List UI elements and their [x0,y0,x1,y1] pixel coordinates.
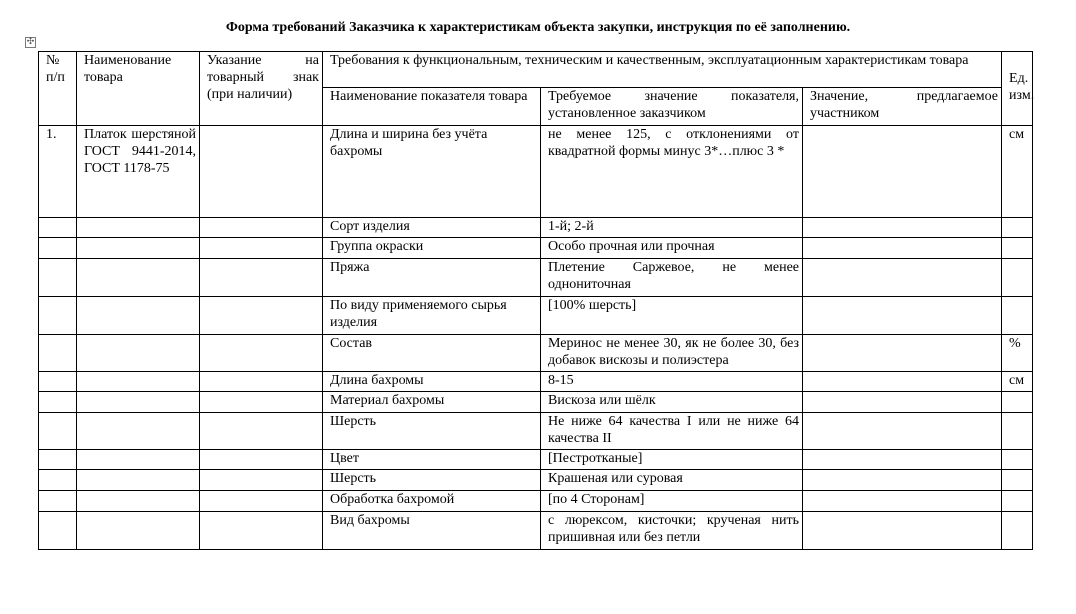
table-row [39,238,1033,259]
row-unit [1002,392,1033,413]
row-product-name [77,392,200,413]
row-required-value: 8-15 [541,372,803,392]
row-trademark [200,491,323,512]
row-indicator: По виду применяемого сырья изделия [323,297,541,335]
row-participant-value[interactable] [803,491,1002,512]
row-num [39,297,77,335]
row-required-value: [по 4 Сторонам] [541,491,803,512]
row-unit: см [1002,372,1033,392]
table-row [39,372,1033,392]
row-num [39,491,77,512]
row-product-name [77,450,200,470]
header-requirements: Требования к функциональным, техническим и качественным, эксплуатационным характеристикам товара [323,52,1002,88]
row-num [39,470,77,491]
row-num [39,512,77,550]
row-indicator: Вид бахромы [323,512,541,550]
row-required-value: Вискоза или шёлк [541,392,803,413]
header-row [39,52,1033,88]
row-unit: % [1002,335,1033,372]
row-trademark [200,450,323,470]
row-unit [1002,413,1033,450]
row-trademark [200,297,323,335]
row-unit [1002,470,1033,491]
row-participant-value[interactable] [803,392,1002,413]
table-row [39,335,1033,372]
row-participant-value[interactable] [803,372,1002,392]
row-required-value: Плетение Саржевое, не менее однониточная [541,259,803,297]
row-trademark [200,259,323,297]
table-row [39,392,1033,413]
row-participant-value[interactable] [803,450,1002,470]
row-participant-value[interactable] [803,470,1002,491]
row-unit: см [1002,126,1033,218]
row-indicator: Шерсть [323,413,541,450]
row-product-name [77,413,200,450]
row-participant-value[interactable] [803,259,1002,297]
header-required-value: Требуемое значение показателя, установленное заказчиком [541,88,803,126]
row-num [39,413,77,450]
row-participant-value[interactable] [803,238,1002,259]
table-row [39,470,1033,491]
row-num [39,392,77,413]
row-participant-value[interactable] [803,126,1002,218]
row-trademark [200,512,323,550]
row-num [39,218,77,238]
header-unit: Ед. изм. [1002,52,1033,126]
row-trademark [200,218,323,238]
row-num: 1. [39,126,77,218]
row-indicator: Пряжа [323,259,541,297]
row-num [39,238,77,259]
header-name: Наименование товара [77,52,200,126]
row-product-name: Платок шерстяной ГОСТ 9441-2014, ГОСТ 1178-75 [77,126,200,218]
row-unit [1002,218,1033,238]
row-trademark [200,335,323,372]
row-required-value: 1-й; 2-й [541,218,803,238]
table-move-handle-icon[interactable]: ✣ [26,37,35,47]
row-product-name [77,512,200,550]
row-required-value: не менее 125, с отклонениями от квадратной формы минус 3*…плюс 3 * [541,126,803,218]
row-participant-value[interactable] [803,218,1002,238]
row-product-name [77,218,200,238]
row-participant-value[interactable] [803,297,1002,335]
row-unit [1002,297,1033,335]
row-indicator: Состав [323,335,541,372]
header-participant-value: Значение, предлагаемое участником [803,88,1002,126]
row-indicator: Шерсть [323,470,541,491]
row-required-value: [Пестротканые] [541,450,803,470]
row-num [39,335,77,372]
row-indicator: Группа окраски [323,238,541,259]
table-row [39,491,1033,512]
header-indicator: Наименование показателя товара [323,88,541,126]
row-required-value: Крашеная или суровая [541,470,803,491]
row-indicator: Длина и ширина без учёта бахромы [323,126,541,218]
row-required-value: Особо прочная или прочная [541,238,803,259]
row-participant-value[interactable] [803,335,1002,372]
table-row [39,512,1033,550]
row-indicator: Материал бахромы [323,392,541,413]
row-product-name [77,297,200,335]
row-required-value: [100% шерсть] [541,297,803,335]
row-indicator: Цвет [323,450,541,470]
row-trademark [200,372,323,392]
row-indicator: Длина бахромы [323,372,541,392]
row-product-name [77,491,200,512]
row-participant-value[interactable] [803,512,1002,550]
row-trademark [200,392,323,413]
row-trademark [200,126,323,218]
document-title: Форма требований Заказчика к характеристикам объекта закупки, инструкция по её заполнению. [225,20,851,35]
header-num: № п/п [39,52,77,126]
header-trademark: Указание на товарный знак (при наличии) [200,52,323,126]
row-num [39,450,77,470]
row-required-value: Не ниже 64 качества I или не ниже 64 качества II [541,413,803,450]
row-unit [1002,259,1033,297]
table-row [39,413,1033,450]
row-unit [1002,491,1033,512]
row-trademark [200,238,323,259]
table-row [39,450,1033,470]
row-unit [1002,238,1033,259]
row-required-value: с люрексом, кисточки; крученая нить пришивная или без петли [541,512,803,550]
table-row [39,297,1033,335]
row-num [39,372,77,392]
row-unit [1002,512,1033,550]
row-participant-value[interactable] [803,413,1002,450]
row-trademark [200,413,323,450]
row-product-name [77,335,200,372]
row-required-value: Меринос не менее 30, як не более 30, без добавок вискозы и полиэстера [541,335,803,372]
requirements-table [38,51,1033,550]
row-trademark [200,470,323,491]
row-product-name [77,259,200,297]
table-row [39,259,1033,297]
row-product-name [77,372,200,392]
row-unit [1002,450,1033,470]
row-product-name [77,470,200,491]
row-indicator: Сорт изделия [323,218,541,238]
table-row [39,126,1033,218]
row-num [39,259,77,297]
table-row [39,218,1033,238]
row-indicator: Обработка бахромой [323,491,541,512]
row-product-name [77,238,200,259]
